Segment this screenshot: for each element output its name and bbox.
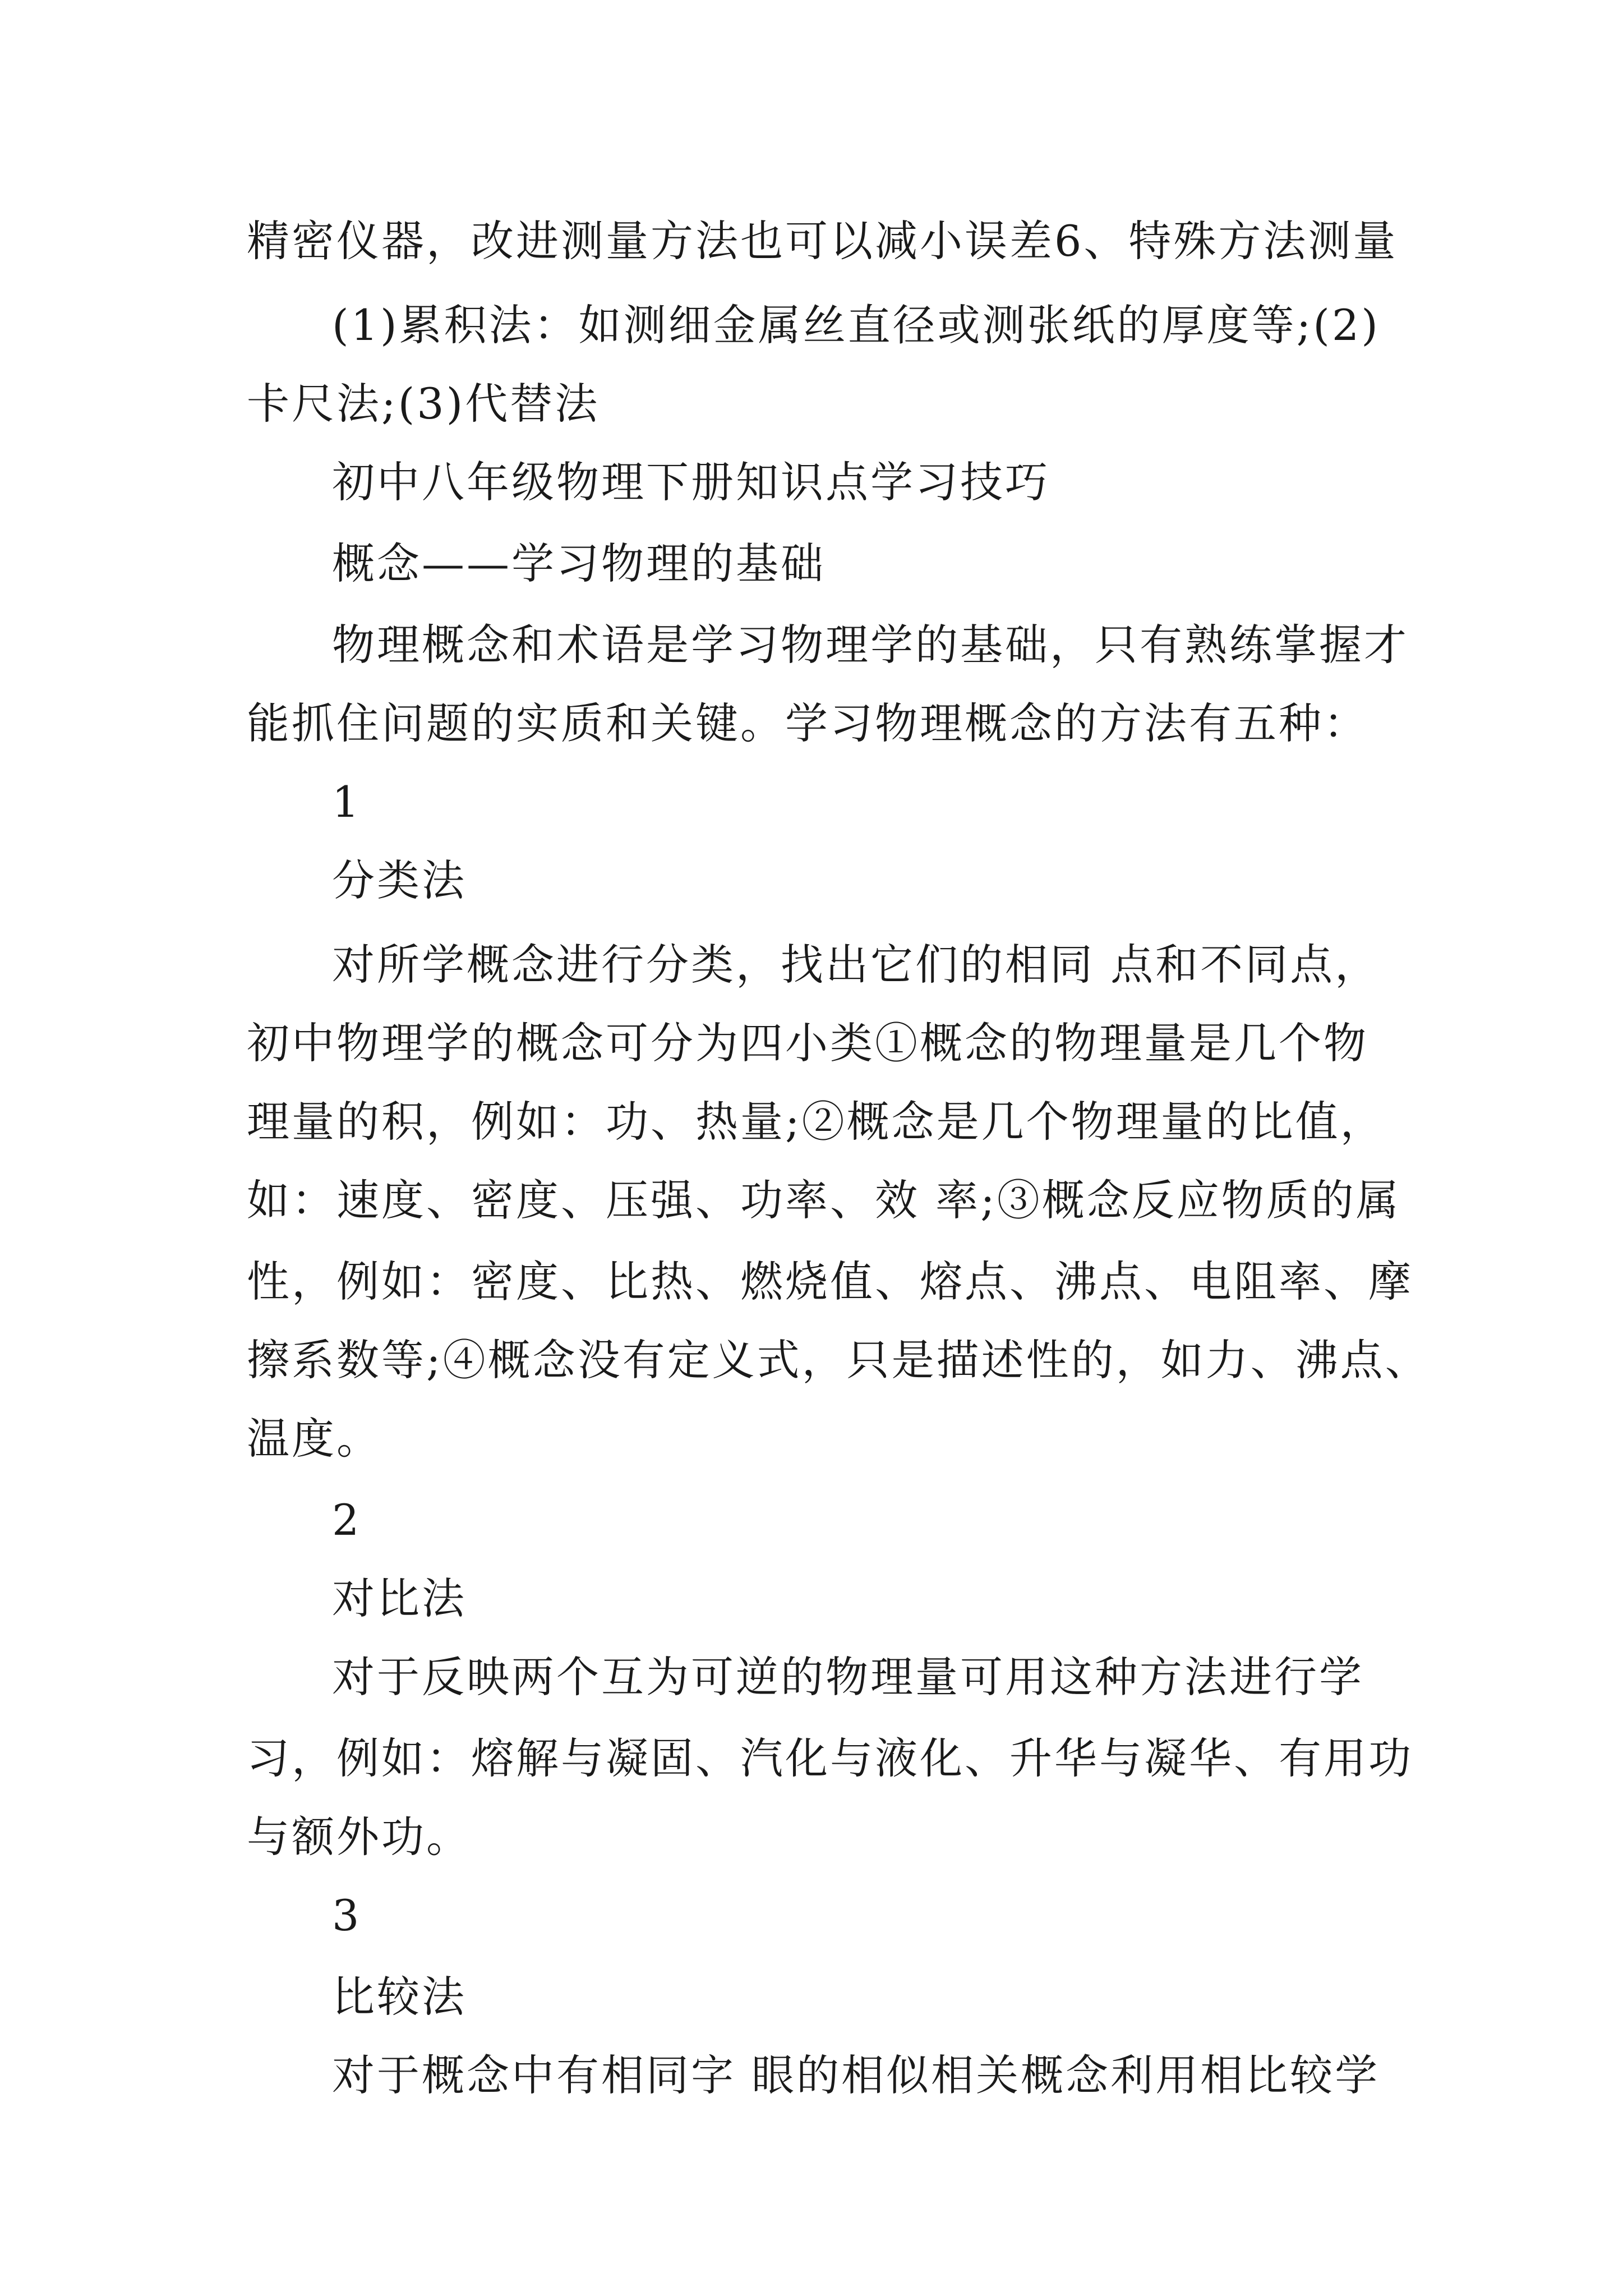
list-number: 3 bbox=[332, 1890, 362, 1940]
text-line: 对于概念中有相同字 眼的相似相关概念利用相比较学 bbox=[332, 2050, 1380, 2100]
text-line: 初中物理学的概念可分为四小类①概念的物理量是几个物 bbox=[247, 1018, 1368, 1068]
list-number: 2 bbox=[332, 1495, 362, 1545]
text-line: 卡尺法;(3)代替法 bbox=[247, 379, 600, 429]
text-line: 物理概念和术语是学习物理学的基础，只有熟练掌握才 bbox=[332, 620, 1409, 670]
text-line: 擦系数等;④概念没有定义式，只是描述性的，如力、沸点、 bbox=[247, 1335, 1430, 1385]
text-line: 性，例如：密度、比热、燃烧值、熔点、沸点、电阻率、摩 bbox=[247, 1257, 1413, 1306]
method-heading: 分类法 bbox=[332, 855, 467, 905]
text-line: 习，例如：熔解与凝固、汽化与液化、升华与凝华、有用功 bbox=[247, 1733, 1413, 1783]
text-line: 精密仪器，改进测量方法也可以减小误差6、特殊方法测量 bbox=[247, 216, 1398, 266]
method-heading: 对比法 bbox=[332, 1573, 467, 1623]
text-line: 理量的积，例如：功、热量;②概念是几个物理量的比值， bbox=[247, 1097, 1385, 1147]
text-line: 与额外功。 bbox=[247, 1812, 471, 1862]
section-heading: 初中八年级物理下册知识点学习技巧 bbox=[332, 457, 1050, 507]
text-line: (1)累积法：如测细金属丝直径或测张纸的厚度等;(2) bbox=[332, 300, 1380, 350]
text-line: 如：速度、密度、压强、功率、效 率;③概念反应物质的属 bbox=[247, 1175, 1401, 1225]
method-heading: 比较法 bbox=[332, 1972, 467, 2022]
text-line: 对于反映两个互为可逆的物理量可用这种方法进行学 bbox=[332, 1652, 1364, 1702]
list-number: 1 bbox=[332, 777, 362, 827]
subsection-heading: 概念——学习物理的基础 bbox=[332, 539, 826, 588]
text-line: 温度。 bbox=[247, 1414, 381, 1464]
text-line: 能抓住问题的实质和关键。学习物理概念的方法有五种： bbox=[247, 698, 1368, 748]
text-line: 对所学概念进行分类，找出它们的相同 点和不同点， bbox=[332, 940, 1380, 990]
